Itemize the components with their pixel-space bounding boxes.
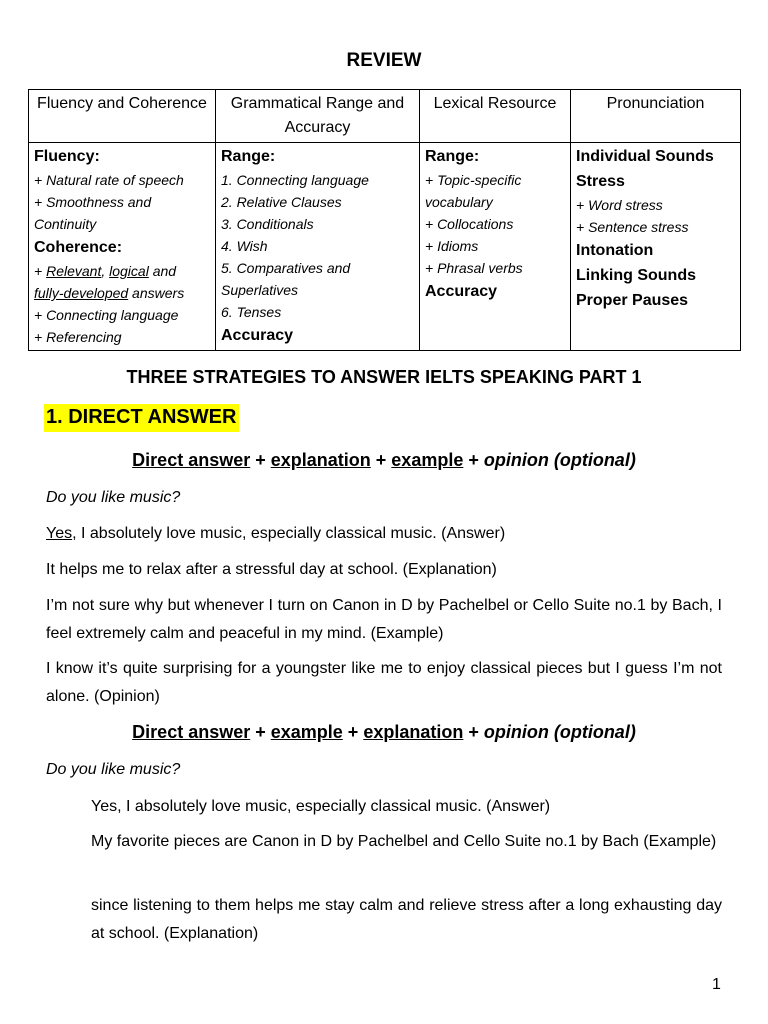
explanation-1: It helps me to relax after a stressful day at school. (Explanation): [46, 561, 497, 578]
cell-fluency-coherence: [29, 143, 216, 351]
cell-lexical-resource: [420, 143, 571, 351]
opinion-1: I know it’s quite surprising for a youngster like me to enjoy classical pieces but I guess I’m not alone. (Opinion): [46, 660, 722, 705]
coherence-prefix: +: [34, 263, 47, 279]
review-table-header-row: [29, 90, 741, 143]
formula-1-direct-answer: Direct answer: [132, 450, 251, 470]
pron-stress-item: + Sentence stress: [576, 219, 689, 235]
fluency-item: + Smoothness and: [34, 194, 152, 210]
header-pronunciation: Pronunciation: [571, 90, 741, 143]
formula-1-plus: +: [463, 450, 484, 470]
coherence-relevant: Relevant: [46, 263, 102, 279]
cell-grammatical-range: [216, 143, 420, 351]
lexical-item: + Idioms: [425, 238, 479, 254]
pron-proper-pauses: Proper Pauses: [576, 292, 689, 309]
formula-1: [0, 450, 768, 471]
grammar-item: 1. Connecting language: [221, 172, 369, 188]
page-number: 1: [712, 976, 721, 993]
coherence-answers: answers: [128, 285, 185, 301]
header-grammatical-range: Grammatical Range and Accuracy: [216, 90, 420, 143]
coherence-logical: logical: [109, 263, 149, 279]
pron-stress: Stress: [576, 173, 625, 190]
lexical-accuracy: Accuracy: [425, 283, 498, 300]
formula-1-plus: +: [250, 450, 271, 470]
grammar-item: Superlatives: [221, 282, 299, 298]
grammar-item: 5. Comparatives and: [221, 260, 351, 276]
pron-linking-sounds: Linking Sounds: [576, 267, 696, 284]
cell-pronunciation: [571, 143, 741, 351]
strategies-heading: THREE STRATEGIES TO ANSWER IELTS SPEAKING PART 1: [126, 367, 642, 387]
grammar-range-heading: Range:: [221, 148, 276, 165]
pron-individual-sounds: Individual Sounds: [576, 148, 714, 165]
formula-2-opinion: opinion (optional): [483, 722, 636, 742]
formula-1-explanation: explanation: [270, 450, 371, 470]
formula-2-plus: +: [463, 722, 484, 742]
lexical-item: vocabulary: [425, 194, 493, 210]
fluency-heading: Fluency:: [34, 148, 100, 165]
question-1: Do you like music?: [46, 489, 181, 506]
formula-2-plus: +: [342, 722, 364, 742]
coherence-comma: ,: [101, 263, 110, 279]
coherence-item: + Connecting language: [34, 307, 179, 323]
formula-2: [0, 722, 768, 743]
answer-1: [46, 520, 722, 548]
example-1: I’m not sure why but whenever I turn on Canon in D by Pachelbel or Cello Suite no.1 by Bach, I feel extremely calm and peaceful in my mind. (Example): [46, 597, 722, 642]
answer-2: Yes, I absolutely love music, especially classical music. (Answer): [91, 798, 551, 815]
pron-intonation: Intonation: [576, 242, 654, 259]
example-2: My favorite pieces are Canon in D by Pachelbel and Cello Suite no.1 by Bach (Example): [91, 833, 717, 850]
lexical-item: + Collocations: [425, 216, 514, 232]
formula-2-plus: +: [250, 722, 271, 742]
question-2: Do you like music?: [46, 761, 181, 778]
header-lexical-resource: Lexical Resource: [420, 90, 571, 143]
lexical-item: + Topic-specific: [425, 172, 522, 188]
explanation-2: since listening to them helps me stay calm and relieve stress after a long exhausting day at school. (Explanation): [91, 897, 722, 942]
header-fluency-coherence: Fluency and Coherence: [29, 90, 216, 143]
lexical-range-heading: Range:: [425, 148, 480, 165]
coherence-item: [34, 260, 210, 282]
formula-2-explanation: explanation: [363, 722, 464, 742]
formula-2-example: example: [270, 722, 343, 742]
grammar-item: 4. Wish: [221, 238, 268, 254]
grammar-item: 2. Relative Clauses: [221, 194, 342, 210]
fluency-item: Continuity: [34, 216, 97, 232]
lexical-item: + Phrasal verbs: [425, 260, 523, 276]
formula-1-example: example: [391, 450, 464, 470]
review-table: [28, 89, 741, 351]
formula-1-opinion: opinion (optional): [483, 450, 636, 470]
section-direct-answer-heading: 1. DIRECT ANSWER: [44, 404, 239, 432]
coherence-and: and: [148, 263, 177, 279]
grammar-item: 6. Tenses: [221, 304, 282, 320]
coherence-fully-developed: fully-developed: [34, 285, 129, 301]
fluency-item: + Natural rate of speech: [34, 172, 184, 188]
review-table-body-row: [29, 143, 741, 351]
grammar-item: 3. Conditionals: [221, 216, 314, 232]
page-title: REVIEW: [346, 50, 422, 71]
coherence-heading: Coherence:: [34, 239, 123, 256]
formula-2-direct-answer: Direct answer: [132, 722, 251, 742]
grammar-accuracy: Accuracy: [221, 327, 294, 344]
answer-1-yes: Yes: [46, 525, 73, 542]
coherence-item: [34, 282, 210, 304]
answer-1-rest: , I absolutely love music, especially classical music. (Answer): [72, 525, 506, 542]
formula-1-plus: +: [370, 450, 392, 470]
pron-stress-item: + Word stress: [576, 197, 663, 213]
coherence-item: + Referencing: [34, 329, 122, 345]
